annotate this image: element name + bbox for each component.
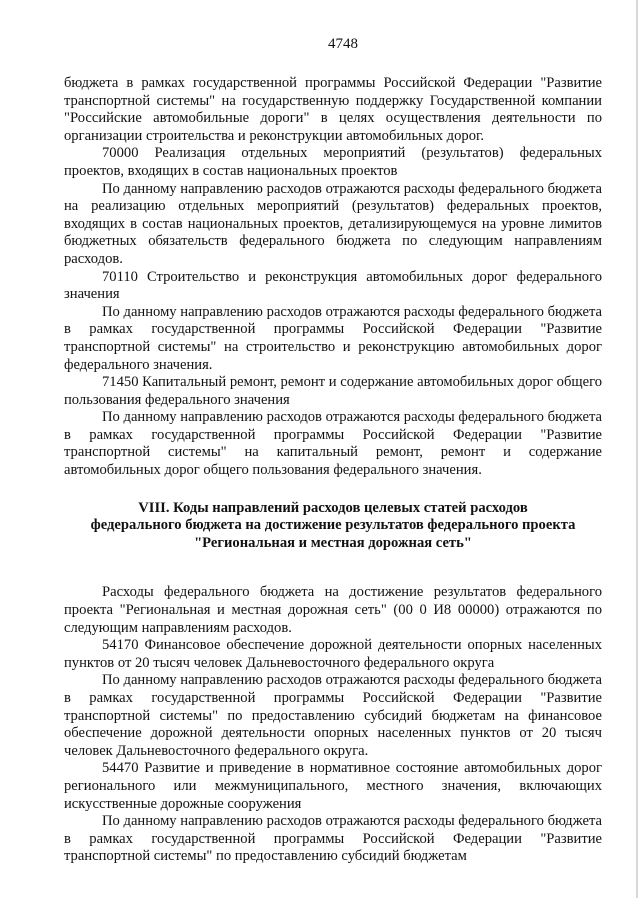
page-number: 4748 bbox=[328, 36, 358, 52]
paragraph: По данному направлению расходов отражаются расходы федерального бюджета в рамках государственной программы Российской Федерации "Развитие транспортной системы" на капитальный ремонт, ремонт и содержание автомобильных дорог общего пользования федерального значения. bbox=[64, 409, 602, 479]
section-heading-line: VIII. Коды направлений расходов целевых статей расходов bbox=[138, 499, 528, 516]
paragraph: 70110 Строительство и реконструкция автомобильных дорог федерального значения bbox=[64, 268, 602, 303]
paragraph: 70000 Реализация отдельных мероприятий (результатов) федеральных проектов, входящих в состав национальных проектов bbox=[64, 145, 602, 179]
text-before-heading bbox=[64, 75, 602, 480]
paragraph: 71450 Капитальный ремонт, ремонт и содержание автомобильных дорог общего пользования федерального значения bbox=[64, 374, 602, 408]
paragraph: 54170 Финансовое обеспечение дорожной деятельности опорных населенных пунктов от 20 тысяч человек Дальневосточного федерального округа bbox=[64, 637, 602, 671]
paragraph: По данному направлению расходов отражаются расходы федерального бюджета в рамках государственной программы Российской Федерации "Развитие транспортной системы" по предоставлению субсидий бюджетам на финансовое обеспечение дорожной деятельности опорных населенных пунктов от 20 тысяч человек Дальневосточного федерального округа. bbox=[64, 672, 602, 759]
paragraph: бюджета в рамках государственной программы Российской Федерации "Развитие транспортной системы" на государственную поддержку Государственной компании "Российские автомобильные дороги" в целях осуществления деятельности по организации строительства и реконструкции автомобильных дорог. bbox=[64, 75, 602, 144]
paragraph: Расходы федерального бюджета на достижение результатов федерального проекта "Региональная и местная дорожная сеть" (00 0 И8 00000) отражаются по следующим направлениям расходов. bbox=[64, 584, 602, 636]
paragraph: По данному направлению расходов отражаются расходы федерального бюджета в рамках государственной программы Российской Федерации "Развитие транспортной системы" на строительство и реконструкцию автомобильных дорог федерального значения. bbox=[64, 303, 602, 373]
paragraph: По данному направлению расходов отражаются расходы федерального бюджета на реализацию отдельных мероприятий (результатов) федеральных проектов, входящих в состав национальных проектов, детализирующемуся на уровне лимитов бюджетных обязательств федерального бюджета по следующим направлениям расходов. bbox=[64, 180, 602, 267]
section-heading bbox=[64, 500, 602, 553]
scan-edge-line bbox=[636, 0, 638, 898]
section-heading-line: "Региональная и местная дорожная сеть" bbox=[194, 534, 472, 551]
paragraph: 54470 Развитие и приведение в нормативное состояние автомобильных дорог регионального или межмуниципального, местного значения, включающих искусственные дорожные сооружения bbox=[64, 760, 602, 812]
text-after-heading bbox=[64, 584, 602, 866]
paragraph: По данному направлению расходов отражаются расходы федерального бюджета в рамках государственной программы Российской Федерации "Развитие транспортной системы" по предоставлению субсидий бюджетам bbox=[64, 813, 602, 865]
section-heading-line: федерального бюджета на достижение результатов федерального проекта bbox=[90, 517, 576, 534]
